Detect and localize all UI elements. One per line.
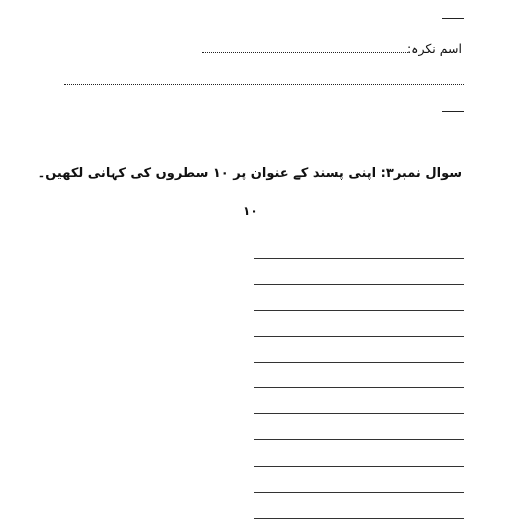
- writing-line[interactable]: [254, 310, 464, 311]
- writing-line[interactable]: [254, 284, 464, 285]
- answer-dash-top: [442, 18, 464, 19]
- question-marks: ۱۰: [243, 204, 258, 218]
- writing-line[interactable]: [254, 439, 464, 440]
- noun-field-line[interactable]: [202, 52, 410, 53]
- writing-line[interactable]: [254, 362, 464, 363]
- answer-dash-short: [442, 111, 464, 112]
- writing-line[interactable]: [254, 413, 464, 414]
- writing-line[interactable]: [254, 336, 464, 337]
- full-width-rule: [64, 84, 464, 85]
- writing-line[interactable]: [254, 518, 464, 519]
- noun-field-label: اسم نکرہ:: [406, 41, 462, 56]
- writing-line[interactable]: [254, 492, 464, 493]
- writing-line[interactable]: [254, 258, 464, 259]
- question-heading: سوال نمبر۳: اپنی پسند کے عنوان پر ۱۰ سطروں کی کہانی لکھیں۔: [37, 166, 462, 181]
- writing-line[interactable]: [254, 466, 464, 467]
- writing-line[interactable]: [254, 387, 464, 388]
